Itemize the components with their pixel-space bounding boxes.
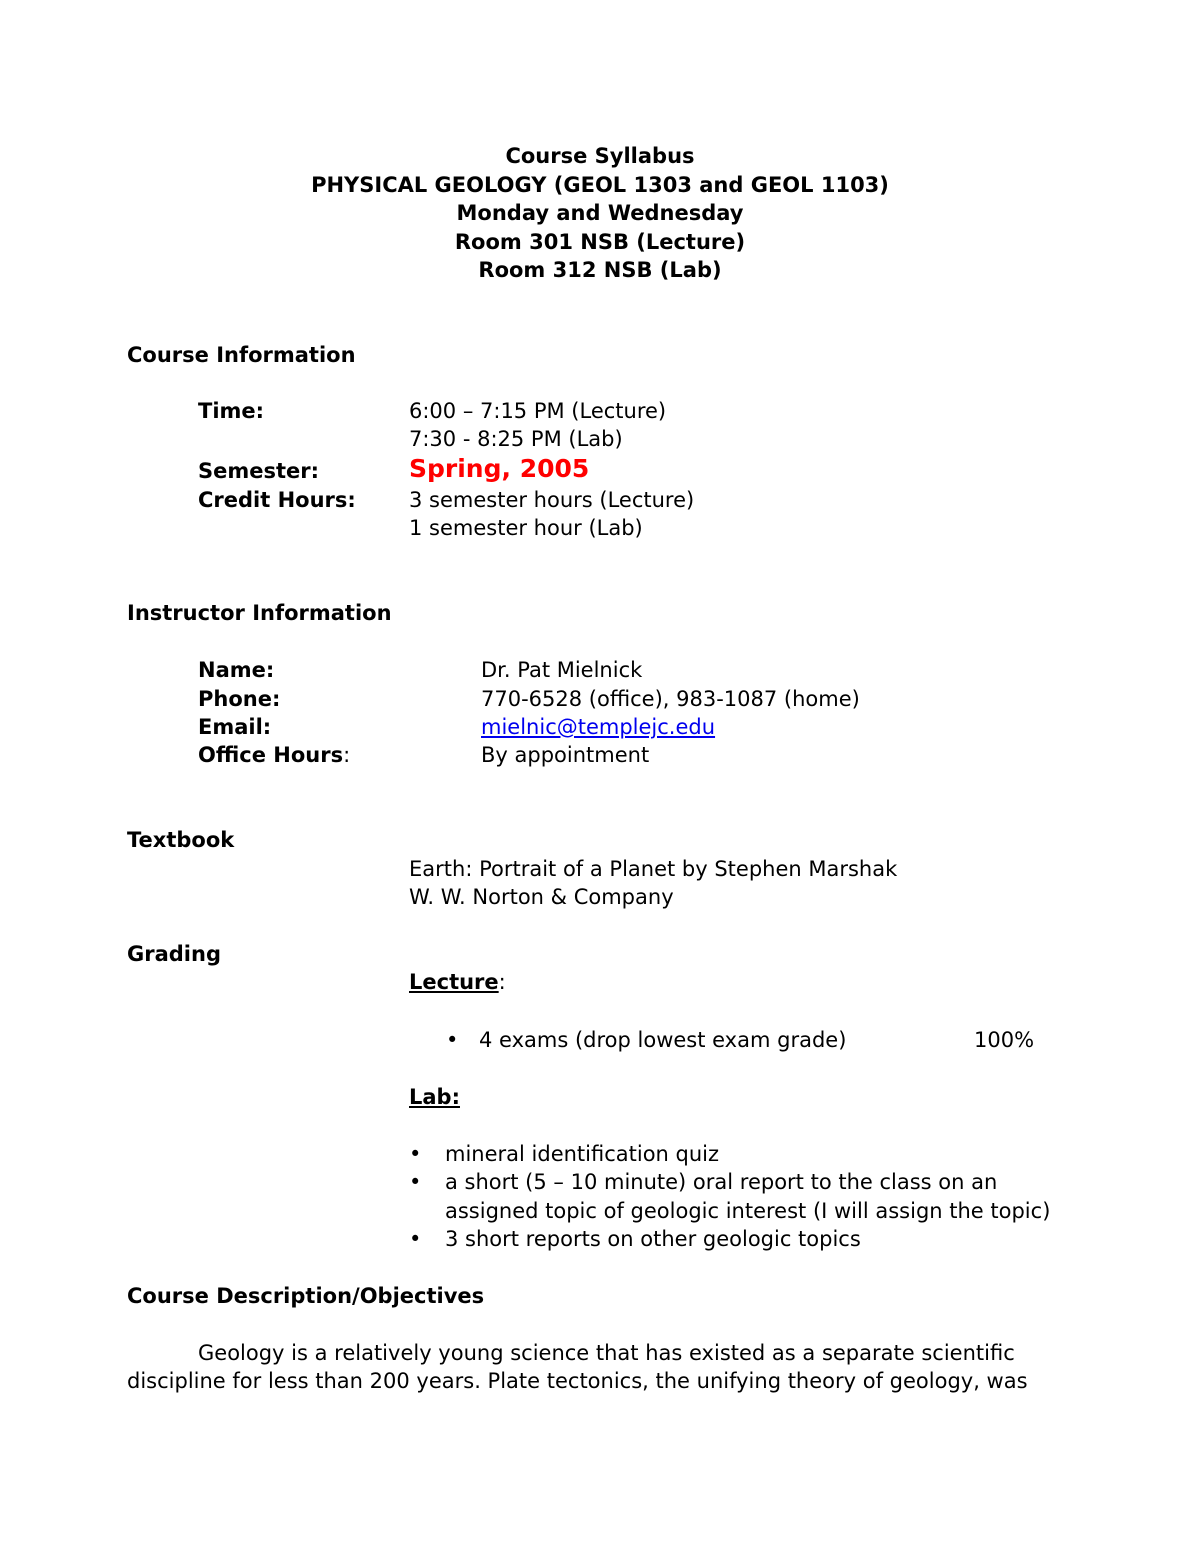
instructor-phone: 770-6528 (office), 983-1087 (home) (481, 687, 860, 711)
bullet-icon: • (409, 1170, 422, 1194)
semester-value: Spring, 2005 (409, 454, 590, 483)
phone-label: Phone: (198, 687, 281, 711)
description-paragraph-line: Geology is a relatively young science that has existed as a separate scientific (198, 1341, 1015, 1365)
course-name: PHYSICAL GEOLOGY (GEOL 1303 and GEOL 1103) (311, 173, 889, 197)
time-label: Time: (198, 399, 265, 423)
instructor-name: Dr. Pat Mielnick (481, 658, 643, 682)
lecture-grading-weight: 100% (974, 1028, 1035, 1052)
name-label: Name: (198, 658, 275, 682)
instructor-email-link[interactable]: mielnic@templejc.edu (481, 715, 716, 739)
lecture-grading-label-row (409, 968, 506, 996)
office-hours-label: Office Hours (198, 743, 344, 767)
syllabus-title: Course Syllabus (505, 144, 695, 168)
office-hours-value: By appointment (481, 743, 650, 767)
lecture-grading-label: Lecture (409, 970, 499, 994)
lab-grading-item: mineral identification quiz (445, 1142, 720, 1166)
credit-hours-lecture: 3 semester hours (Lecture) (409, 488, 695, 512)
course-info-heading: Course Information (127, 343, 356, 367)
description-heading: Course Description/Objectives (127, 1284, 485, 1308)
email-label: Email: (198, 715, 272, 739)
meeting-days: Monday and Wednesday (456, 201, 744, 225)
office-hours-colon: : (343, 743, 351, 767)
credit-hours-lab: 1 semester hour (Lab) (409, 516, 643, 540)
time-lab: 7:30 - 8:25 PM (Lab) (409, 427, 623, 451)
textbook-publisher: W. W. Norton & Company (409, 885, 674, 909)
office-hours-label-row (198, 741, 350, 769)
time-lecture: 6:00 – 7:15 PM (Lecture) (409, 399, 667, 423)
instructor-info-heading: Instructor Information (127, 601, 392, 625)
bullet-icon: • (409, 1227, 422, 1251)
lecture-grading-item: 4 exams (drop lowest exam grade) (479, 1028, 847, 1052)
description-paragraph-line: discipline for less than 200 years. Plate tectonics, the unifying theory of geology, was (127, 1369, 1028, 1393)
lab-grading-item: 3 short reports on other geologic topics (445, 1227, 861, 1251)
textbook-heading: Textbook (127, 828, 235, 852)
bullet-icon: • (446, 1028, 459, 1052)
lab-room: Room 312 NSB (Lab) (478, 258, 722, 282)
lab-grading-item-continued: assigned topic of geologic interest (I will assign the topic) (445, 1199, 1051, 1223)
credit-hours-label: Credit Hours: (198, 488, 356, 512)
lab-grading-label: Lab: (409, 1085, 460, 1109)
lecture-room: Room 301 NSB (Lecture) (454, 230, 746, 254)
textbook-title: Earth: Portrait of a Planet by Stephen Marshak (409, 857, 898, 881)
lecture-grading-colon: : (498, 970, 506, 994)
lab-grading-item: a short (5 – 10 minute) oral report to the class on an (445, 1170, 998, 1194)
semester-label: Semester: (198, 459, 320, 483)
grading-heading: Grading (127, 942, 221, 966)
bullet-icon: • (409, 1142, 422, 1166)
